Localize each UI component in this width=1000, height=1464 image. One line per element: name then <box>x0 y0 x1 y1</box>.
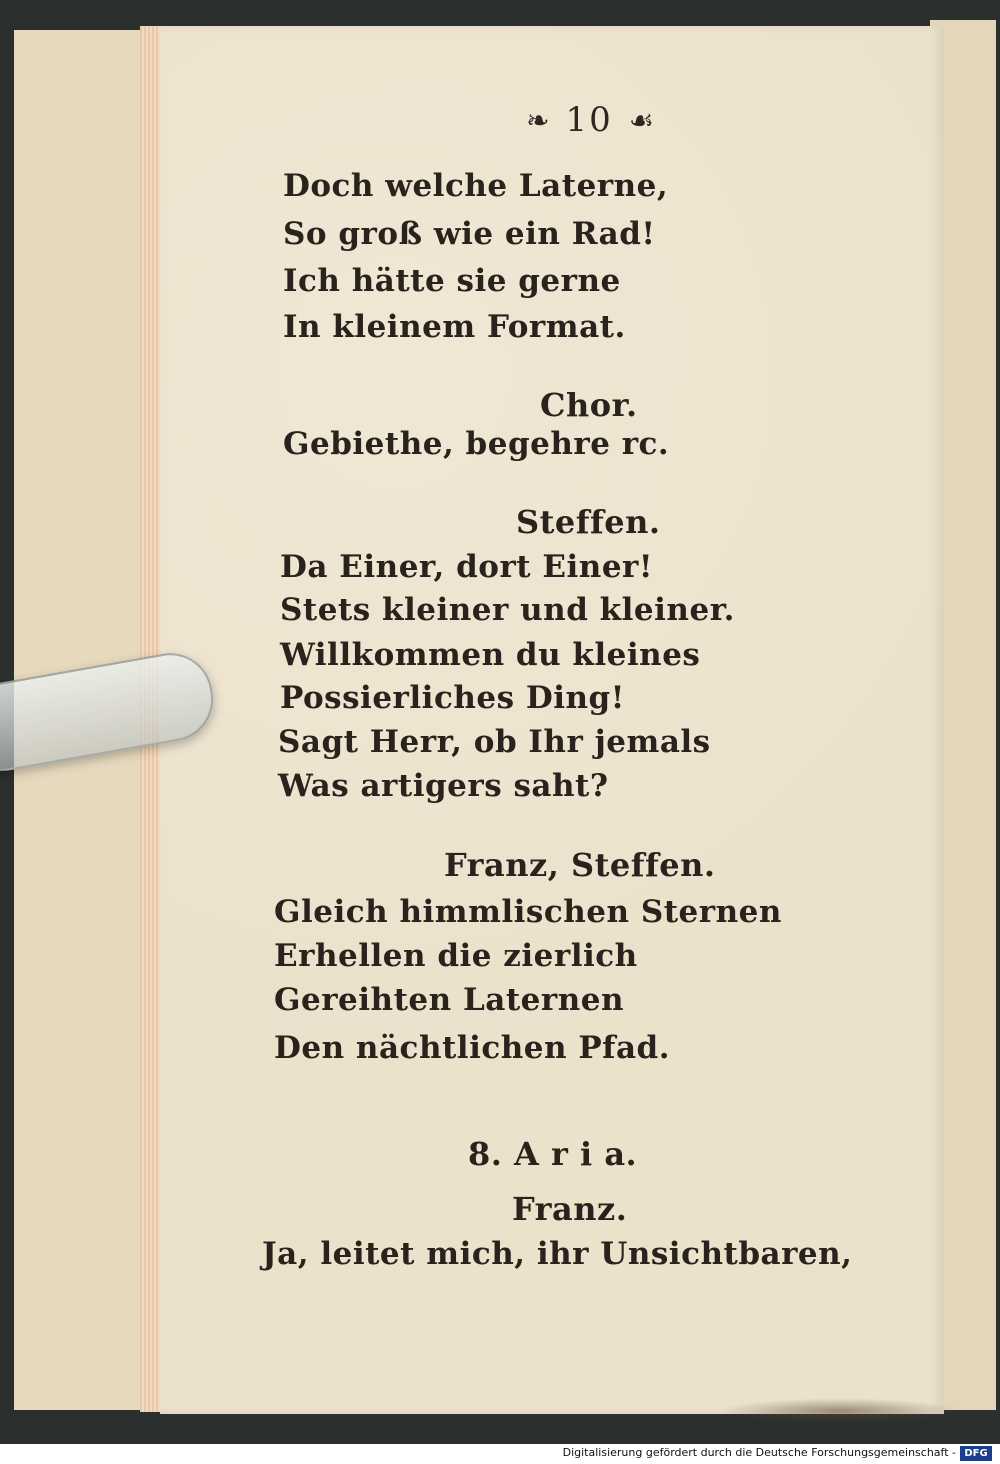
verse-line: So groß wie ein Rad! <box>283 216 656 252</box>
verse-line: Was artigers saht? <box>278 768 609 804</box>
verse-line: Da Einer, dort Einer! <box>280 549 653 585</box>
verse-line: Sagt Herr, ob Ihr jemals <box>278 724 711 760</box>
verse-line: Gleich himmlischen Sternen <box>274 894 782 930</box>
page-number: 10 <box>565 100 613 140</box>
speaker-heading: Chor. <box>540 386 638 424</box>
verse-line: Erhellen die zierlich <box>274 938 638 974</box>
verse-line: Possierliches Ding! <box>280 680 625 716</box>
verse-line: In kleinem Format. <box>283 309 626 345</box>
dfg-logo: DFG <box>960 1446 992 1461</box>
verse-line: Den nächtlichen Pfad. <box>274 1030 671 1066</box>
speaker-heading: Steffen. <box>516 503 661 541</box>
aria-heading: 8. A r i a. <box>468 1135 638 1173</box>
page-stain <box>720 1398 960 1424</box>
verse-line: Ja, leitet mich, ihr Unsichtbaren, <box>262 1236 853 1272</box>
verse-line: Willkommen du kleines <box>280 637 701 673</box>
speaker-heading: Franz, Steffen. <box>444 846 716 884</box>
verse-line: Doch welche Laterne, <box>283 168 669 204</box>
digitization-credit: Digitalisierung gefördert durch die Deutsche Forschungsgemeinschaft - <box>562 1446 956 1459</box>
verse-line: Stets kleiner und kleiner. <box>280 592 735 628</box>
verse-line: Ich hätte sie gerne <box>283 263 621 299</box>
running-header <box>470 100 710 140</box>
verse-line: Gebiethe, begehre rc. <box>283 426 670 462</box>
verse-line: Gereihten Laternen <box>274 982 624 1018</box>
speaker-heading: Franz. <box>512 1190 628 1228</box>
right-ornament-icon: ☙ <box>628 103 654 137</box>
left-ornament-icon: ❧ <box>526 103 550 137</box>
